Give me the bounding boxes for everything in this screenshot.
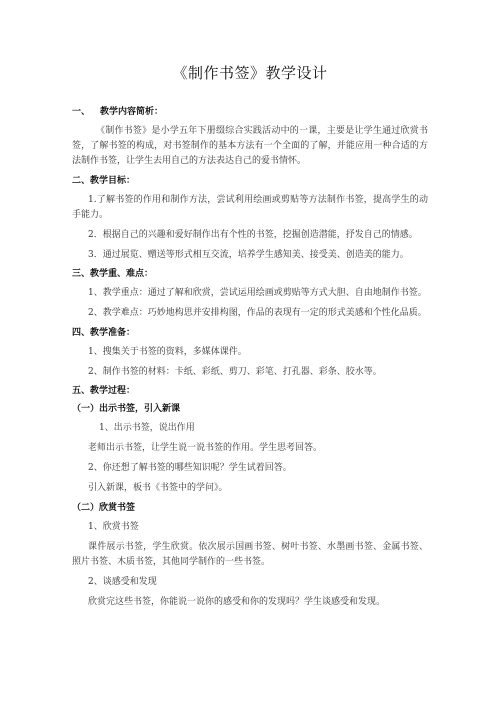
process-line: 欣赏完这些书签，你能说一说你的感受和你的发现吗？学生谈感受和发现。 bbox=[88, 596, 386, 607]
section-heading-process: 五、教学过程： bbox=[72, 386, 136, 396]
section-number: 一、 bbox=[72, 107, 91, 117]
subsection-heading-appreciate-bookmarks: （二）欣赏书签 bbox=[72, 502, 136, 513]
paragraph-content-analysis: 《制作书签》是小学五年下册缀综合实践活动中的一课，主要是让学生通过欣赏书签，了解书签的构成，对书签制作的基本方法有一个全面的了解，并能应用一种合适的方法制作书签，让学生去用自己的方法表达自己的爱书情怀。 bbox=[72, 126, 428, 166]
preparation-item-2: 2、制作书签的材料：卡纸、彩纸、剪刀、彩笔、打孔器、彩条、胶水等。 bbox=[88, 366, 382, 377]
process-line: 老师出示书签，让学生说一说书签的作用。学生思考回答。 bbox=[88, 443, 323, 453]
process-line: 2、谈感受和发现 bbox=[88, 576, 157, 587]
section-heading-objectives: 二、教学目标： bbox=[72, 175, 136, 186]
document-title: 《制作书签》教学设计 bbox=[172, 64, 328, 82]
section-heading-content-analysis bbox=[72, 103, 428, 121]
process-line: 2、你还想了解书签的哪些知识呢？学生试着回答。 bbox=[88, 463, 292, 473]
section-heading-key-points: 三、教学重、难点： bbox=[72, 269, 154, 279]
objective-item-1: 1.了解书签的作用和制作方法，尝试利用绘画或剪贴等方法制作书签，提高学生的动手能力。 bbox=[72, 194, 428, 220]
section-heading-preparation: 四、教学准备： bbox=[72, 327, 136, 338]
objective-item-3: 3．通过展览、赠送等形式相互交流，培养学生感知美、接受美、创造美的能力。 bbox=[88, 249, 409, 260]
key-point-item-1: 1、教学重点：通过了解和欣赏，尝试运用绘画或剪贴等方式大胆、自由地制作书签。 bbox=[88, 288, 427, 298]
subsection-heading-show-bookmarks: （一）出示书签，引入新课 bbox=[72, 404, 181, 414]
process-line: 引入新课，板书《书签中的学问》。 bbox=[88, 483, 228, 493]
process-line: 1、欣赏书签 bbox=[88, 521, 139, 532]
key-point-item-2: 2、教学难点：巧妙地构思并安排构图，作品的表现有一定的形式美感和个性化品质。 bbox=[88, 308, 427, 318]
process-line: 课件展示书签，学生欣赏。依次展示国画书签、树叶书签、水墨画书签、金属书签、照片书签、木质书签，其他同学制作的一些书签。 bbox=[72, 541, 428, 567]
process-line: 1、出示书签，说出作用 bbox=[99, 423, 195, 433]
preparation-item-1: 1、搜集关于书签的资料，多媒体课件。 bbox=[88, 346, 247, 357]
section-heading-text: 教学内容简析： bbox=[100, 107, 164, 117]
objective-item-2: 2．根据自己的兴趣和爱好制作出有个性的书签，挖掘创造潜能，抒发自己的情感。 bbox=[88, 229, 418, 240]
